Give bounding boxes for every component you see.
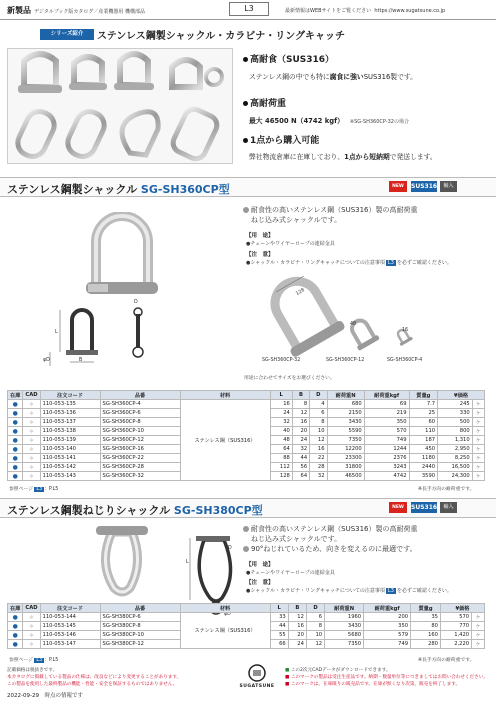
stock-icon: ● (8, 631, 23, 640)
catalog-title: 新製品 デジタルブック版カタログ／産業機器用 機構部品 (7, 6, 145, 15)
unit-cell: ケ (472, 445, 484, 454)
ref-badge[interactable]: L3 (36, 487, 43, 492)
cell-kgf: 4742 (364, 472, 409, 481)
section1-description: 耐食性の高いステンレス鋼（SUS316）製の高耐荷重 ねじ込み式シャックルです。 (243, 205, 418, 225)
ref-badge[interactable]: L3 (36, 658, 43, 663)
cell-n: 23300 (327, 454, 364, 463)
import-badge: 輸入 (440, 181, 457, 192)
cell-L: 32 (270, 418, 292, 427)
cell-L: 33 (270, 613, 288, 622)
cell-D: 28 (310, 463, 327, 472)
order-code[interactable]: 110-053-137 (40, 418, 100, 427)
feature-load: 高耐荷重 最大 46500 N（4742 kgf） ※SG-SH360CP-32の場合 (243, 96, 409, 125)
section1-spec-table (7, 390, 485, 481)
sugatsune-logo: SUGATSUNE (237, 664, 277, 689)
cell-kgf: 350 (364, 622, 411, 631)
section1-title: ステンレス鋼製シャックル SG-SH360CP型 (7, 183, 230, 196)
new-badge: NEW (389, 502, 407, 513)
caution-ref-badge[interactable]: L3 (387, 588, 394, 594)
order-code[interactable]: 110-053-136 (40, 409, 100, 418)
cell-B: 32 (292, 445, 309, 454)
model-number: SG-SH360CP-6 (100, 409, 180, 418)
cell-D: 4 (310, 400, 327, 409)
dim-phiD: φD (224, 612, 231, 617)
stock-icon: ● (8, 436, 23, 445)
cell-L: 64 (270, 445, 292, 454)
img-label-32: SG-SH360CP-32 (262, 358, 301, 363)
order-icon: ■ (285, 675, 290, 680)
web-notice: 最新情報はWEBサイトをご覧ください https://www.sugatsune.co.jp (285, 8, 446, 14)
order-code[interactable]: 110-053-145 (40, 622, 100, 631)
bullet-icon (243, 546, 249, 552)
series-title: ステンレス鋼製シャックル・カラビナ・リングキャッチ (97, 31, 346, 42)
stock-icon: ● (8, 400, 23, 409)
cell-n: 3430 (327, 418, 364, 427)
unit-cell: ケ (472, 631, 485, 640)
cell-B: 24 (288, 640, 306, 649)
footer-legend: ■ この2次元CADデータがダウンロードできます。 ■ このマークの製品は受注生産品です。納期・数量単位等につきましてはお問い合わせください。 ■ このマークは、在庫限りの販売品です。在庫が無くなり次第、販売を終了します。 (285, 668, 488, 687)
cell-kgf: 1244 (364, 445, 409, 454)
cell-n: 5590 (327, 427, 364, 436)
cell-g: 187 (409, 436, 438, 445)
stock-icon: ● (8, 427, 23, 436)
order-code[interactable]: 110-053-141 (40, 454, 100, 463)
cell-kgf: 3243 (364, 463, 409, 472)
section2-spec-table (7, 603, 485, 649)
cell-price: 570 (440, 613, 471, 622)
cell-price: 500 (438, 418, 473, 427)
cell-price: 8,250 (438, 454, 473, 463)
page-number: L3 (229, 2, 269, 16)
cad-icon: ＊ (23, 613, 40, 622)
bullet-icon (243, 101, 248, 106)
size-comparison-image (262, 272, 422, 366)
cell-L: 88 (270, 454, 292, 463)
cad-icon: ＊ (23, 409, 40, 418)
section2-caution-label: 【注 意】 (246, 580, 274, 586)
unit-cell: ケ (472, 613, 485, 622)
cell-kgf: 200 (364, 613, 411, 622)
cell-D: 8 (306, 622, 324, 631)
cell-n: 2150 (327, 409, 364, 418)
feature-single-purchase: 1点から購入可能 弊社物流倉庫に在庫しており、1点から短納期で発送します。 (243, 133, 437, 161)
model-number: SG-SH360CP-12 (100, 436, 180, 445)
cell-n: 12200 (327, 445, 364, 454)
cell-D: 12 (310, 436, 327, 445)
cell-D: 10 (306, 631, 324, 640)
cell-D: 6 (306, 613, 324, 622)
order-code[interactable]: 110-053-140 (40, 445, 100, 454)
stock-icon: ● (8, 454, 23, 463)
feature-corrosion: 高耐食（SUS316） ステンレス鋼の中でも特に腐食に強いSUS316製です。 (243, 52, 417, 81)
cell-D: 10 (310, 427, 327, 436)
cell-kgf: 2376 (364, 454, 409, 463)
unit-cell: ケ (472, 472, 484, 481)
table-row (8, 400, 485, 409)
model-number: SG-SH380CP-12 (100, 640, 180, 649)
cell-g: 25 (409, 409, 438, 418)
cell-kgf: 749 (364, 436, 409, 445)
bullet-icon (243, 207, 249, 213)
catalog-subtitle: デジタルブック版カタログ／産業機器用 機構部品 (34, 9, 145, 15)
section2-description: 耐食性の高いステンレス鋼（SUS316）製の高耐荷重 ねじ込み式シャックルです。 90°ねじれているため、向きを変えるのに最適です。 (243, 524, 418, 554)
section1-caution-label: 【注 意】 (246, 252, 274, 258)
dim-label-16: 16 (402, 328, 409, 333)
cell-B: 64 (292, 472, 309, 481)
unit-cell: ケ (472, 640, 485, 649)
series-product-photos (7, 48, 233, 164)
product-photo-group (8, 49, 234, 165)
model-number: SG-SH380CP-10 (100, 631, 180, 640)
cad-icon: ＊ (23, 622, 40, 631)
cell-L: 128 (270, 472, 292, 481)
cad-icon: ＊ (23, 472, 40, 481)
order-code[interactable]: 110-053-135 (40, 400, 100, 409)
cad-icon: ＊ (23, 463, 40, 472)
order-code[interactable]: 110-053-143 (40, 472, 100, 481)
cell-kgf: 350 (364, 418, 409, 427)
section2-title: ステンレス鋼製ねじりシャックル SG-SH380CP型 (7, 504, 263, 517)
cell-D: 32 (310, 472, 327, 481)
cell-D: 12 (306, 640, 324, 649)
table-row (8, 613, 485, 622)
cell-B: 8 (292, 400, 309, 409)
table-header-row: 在庫 CAD 注文コード 品番 材料 L B D 耐荷重N 耐荷重kgf 質量g ¥価格 (8, 604, 485, 613)
dim-label-48: 48 (350, 322, 357, 327)
dim-L: L (55, 330, 58, 335)
cell-price: 2,950 (438, 445, 473, 454)
cell-B: 44 (292, 454, 309, 463)
cell-L: 66 (270, 640, 288, 649)
cell-L: 55 (270, 631, 288, 640)
stock-icon: ● (8, 613, 23, 622)
cell-g: 160 (411, 631, 441, 640)
section2-ref-page: 参照ページ L3 ：P.L5 (9, 658, 59, 663)
sus316-badge: SUS316 (411, 183, 438, 190)
cell-D: 6 (310, 409, 327, 418)
cell-g: 35 (411, 613, 441, 622)
order-code[interactable]: 110-053-144 (40, 613, 100, 622)
dim-L: L (186, 560, 189, 565)
order-code[interactable]: 110-053-138 (40, 427, 100, 436)
stock-icon: ● (8, 409, 23, 418)
cell-B: 16 (292, 418, 309, 427)
unit-cell: ケ (472, 436, 484, 445)
bullet-icon (243, 138, 248, 143)
cell-n: 3430 (325, 622, 364, 631)
dim-D: D (134, 300, 138, 305)
header-divider (0, 19, 496, 20)
cell-B: 12 (292, 409, 309, 418)
import-badge: 輸入 (440, 502, 457, 513)
cell-kgf: 579 (364, 631, 411, 640)
shackle-dimension-drawing (40, 300, 160, 368)
unit-cell: ケ (472, 418, 484, 427)
dim-label-128: 128 (295, 288, 306, 297)
model-number: SG-SH380CP-6 (100, 613, 180, 622)
cell-price: 1,310 (438, 436, 473, 445)
cad-icon: ＊ (23, 418, 40, 427)
cell-B: 20 (288, 631, 306, 640)
section1-ref-page: 参照ページ L3 ：P.L5 (9, 487, 59, 492)
cad-icon: ■ (285, 668, 290, 673)
cell-n: 31800 (327, 463, 364, 472)
cell-kgf: 69 (364, 400, 409, 409)
stock-icon: ● (8, 622, 23, 631)
logo-mark-icon (248, 664, 266, 682)
model-number: SG-SH360CP-10 (100, 427, 180, 436)
order-code[interactable]: 110-053-139 (40, 436, 100, 445)
cad-icon: ＊ (23, 640, 40, 649)
bullet-icon (243, 57, 248, 62)
model-number: SG-SH360CP-8 (100, 418, 180, 427)
model-number: SG-SH360CP-28 (100, 463, 180, 472)
cad-icon: ＊ (23, 631, 40, 640)
size-note: 用途に合わせてサイズをお選びください。 (244, 376, 335, 381)
cell-g: 3590 (409, 472, 438, 481)
cad-icon: ＊ (23, 454, 40, 463)
cell-price: 330 (438, 409, 473, 418)
cell-price: 770 (440, 622, 471, 631)
cell-g: 280 (411, 640, 441, 649)
table-header-row: 在庫 CAD 注文コード 品番 材料 L B D 耐荷重N 耐荷重kgf 質量g ¥価格 (8, 391, 485, 400)
cell-D: 16 (310, 445, 327, 454)
unit-cell: ケ (472, 622, 485, 631)
cell-L: 24 (270, 409, 292, 418)
stock-icon: ● (8, 418, 23, 427)
cell-L: 112 (270, 463, 292, 472)
cell-g: 110 (409, 427, 438, 436)
unit-cell: ケ (472, 400, 484, 409)
section1-caution-text: ●シャックル・カラビナ・リングキャッチについての注意事項 L3 を必ずご確認ください。 (246, 260, 452, 266)
cell-B: 16 (288, 622, 306, 631)
cell-price: 24,300 (438, 472, 473, 481)
section1-long-note: ※長手方向の耐荷重です。 (418, 487, 475, 492)
stock-icon: ● (8, 463, 23, 472)
section2-use-text: ●チェーンやワイヤーロープの連結金具 (246, 570, 335, 576)
cell-n: 46500 (327, 472, 364, 481)
material-cell: ステンレス鋼（SUS316） (180, 613, 270, 649)
cell-n: 680 (327, 400, 364, 409)
cell-n: 7350 (327, 436, 364, 445)
cell-n: 7350 (325, 640, 364, 649)
section2-use-label: 【用 途】 (246, 562, 274, 568)
model-number: SG-SH360CP-22 (100, 454, 180, 463)
dim-D: D (228, 546, 232, 551)
order-code[interactable]: 110-053-147 (40, 640, 100, 649)
cell-g: 80 (411, 622, 441, 631)
cell-kgf: 219 (364, 409, 409, 418)
cell-price: 1,420 (440, 631, 471, 640)
cell-D: 22 (310, 454, 327, 463)
section2-caution-text: ●シャックル・カラビナ・リングキャッチについての注意事項 L3 を必ずご確認ください。 (246, 588, 452, 594)
cell-B: 12 (288, 613, 306, 622)
caution-ref-badge[interactable]: L3 (387, 260, 394, 266)
twisted-shackle-photo (82, 524, 162, 612)
cad-icon: ＊ (23, 445, 40, 454)
cell-g: 1180 (409, 454, 438, 463)
cell-B: 20 (292, 427, 309, 436)
cell-g: 60 (409, 418, 438, 427)
model-number: SG-SH360CP-32 (100, 472, 180, 481)
cell-B: 24 (292, 436, 309, 445)
cell-kgf: 570 (364, 427, 409, 436)
unit-cell: ケ (472, 427, 484, 436)
cad-icon: ＊ (23, 436, 40, 445)
cell-price: 2,220 (440, 640, 471, 649)
unit-cell: ケ (472, 454, 484, 463)
cell-price: 800 (438, 427, 473, 436)
img-label-4: SG-SH360CP-4 (387, 358, 423, 363)
cell-price: 245 (438, 400, 473, 409)
limited-stock-icon: ■ (285, 682, 290, 687)
new-badge: NEW (389, 181, 407, 192)
material-cell: ステンレス鋼（SUS316） (180, 400, 270, 481)
order-code[interactable]: 110-053-146 (40, 631, 100, 640)
shackle-photo (82, 212, 162, 302)
cell-L: 48 (270, 436, 292, 445)
cell-B: 56 (292, 463, 309, 472)
model-number: SG-SH360CP-4 (100, 400, 180, 409)
series-tag: シリーズ紹介 (40, 29, 94, 40)
unit-cell: ケ (472, 409, 484, 418)
model-number: SG-SH380CP-8 (100, 622, 180, 631)
cell-price: 16,500 (438, 463, 473, 472)
dim-B: B (79, 358, 83, 363)
cad-icon: ＊ (23, 427, 40, 436)
cell-L: 40 (270, 427, 292, 436)
cad-icon: ＊ (23, 400, 40, 409)
cell-n: 5680 (325, 631, 364, 640)
cell-L: 44 (270, 622, 288, 631)
order-code[interactable]: 110-053-142 (40, 463, 100, 472)
bullet-icon (243, 526, 249, 532)
unit-cell: ケ (472, 463, 484, 472)
footer-notes: 記載価格は税抜きです。 本カタログに掲載している製品の仕様は、改良などにより変更することがあります。 この製品を使用した最終製品の機能・性能・安全を保証するものではありません。 (7, 668, 182, 687)
cell-n: 1960 (325, 613, 364, 622)
cell-D: 8 (310, 418, 327, 427)
stock-icon: ● (8, 640, 23, 649)
cell-g: 450 (409, 445, 438, 454)
section1-use-text: ●チェーンやワイヤーロープの連結金具 (246, 241, 335, 247)
cell-g: 2440 (409, 463, 438, 472)
dim-phiD: φD (43, 358, 50, 363)
img-label-12: SG-SH360CP-12 (326, 358, 365, 363)
cell-L: 16 (270, 400, 292, 409)
stock-icon: ● (8, 445, 23, 454)
section1-use-label: 【用 途】 (246, 233, 274, 239)
stock-icon: ● (8, 472, 23, 481)
web-url[interactable]: https://www.sugatsune.co.jp (374, 8, 446, 14)
cell-g: 7.7 (409, 400, 438, 409)
model-number: SG-SH360CP-16 (100, 445, 180, 454)
cell-kgf: 749 (364, 640, 411, 649)
section2-long-note: ※長手方向の耐荷重です。 (418, 658, 475, 663)
sus316-badge: SUS316 (411, 504, 438, 511)
footer-date: 2022-09-29 時点の情報です (7, 693, 83, 699)
